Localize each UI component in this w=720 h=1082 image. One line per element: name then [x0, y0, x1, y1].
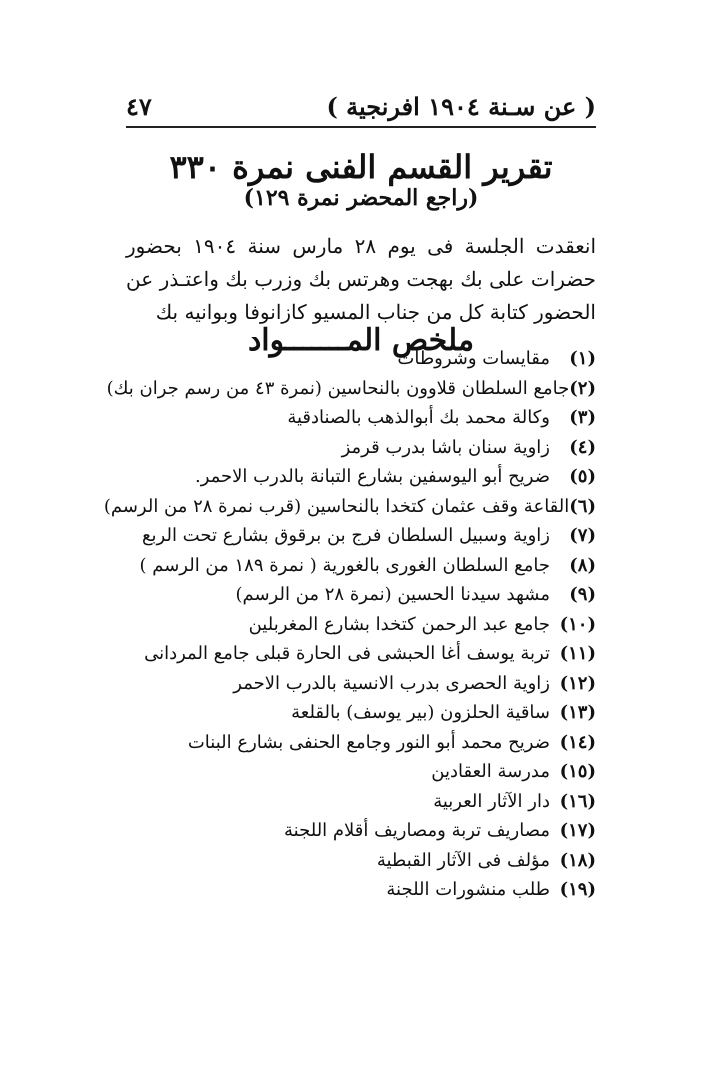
list-item	[126, 728, 596, 758]
item-text: ساقية الحلزون (بير يوسف) بالقلعة	[291, 702, 550, 724]
page-header	[126, 92, 596, 126]
item-number: (١٢)	[559, 672, 596, 694]
list-item	[103, 492, 596, 522]
item-text: طلب منشورات اللجنة	[386, 879, 550, 901]
page-number: ٤٧	[126, 92, 152, 121]
intro-text: انعقدت الجلسة فى يوم ٢٨ مارس سنة ١٩٠٤ بحضور حضرات على بك بهجت وهرتس بك وزرب بك واعتـذر عن الحضور كتابة كل من جناب المسيو كازانوفا وبوانيه بك	[126, 234, 596, 324]
list-item	[126, 669, 596, 699]
item-text: القاعة وقف عثمان كتخدا بالنحاسين (قرب نمرة ٢٨ من الرسم)	[103, 495, 570, 517]
summary-heading: ملخص المـــــــواد	[247, 323, 475, 358]
item-number: (٤)	[569, 436, 596, 458]
item-text: جامع السلطان قلاوون بالنحاسين (نمرة ٤٣ من رسم جران بك)	[106, 377, 570, 399]
item-number: (١٤)	[559, 731, 596, 753]
list-item	[126, 875, 596, 905]
item-text: وكالة محمد بك أبوالذهب بالصنادقية	[287, 407, 550, 429]
item-text: زاوية الحصرى بدرب الانسية بالدرب الاحمر	[233, 672, 550, 694]
item-number: (٧)	[569, 525, 596, 547]
report-title: تقرير القسم الفنى نمرة ٣٣٠	[169, 148, 553, 186]
item-number: (٦)	[569, 495, 596, 517]
item-number: (١)	[569, 348, 596, 370]
item-text: مشهد سيدنا الحسين (نمرة ٢٨ من الرسم)	[235, 584, 550, 606]
item-number: (٨)	[569, 554, 596, 576]
report-subtitle: (راجع المحضر نمرة ١٢٩)	[243, 185, 479, 211]
list-item	[126, 462, 596, 492]
list-item	[126, 816, 596, 846]
item-text: تربة يوسف أغا الحبشى فى الحارة قبلى جامع المردانى	[144, 643, 550, 665]
item-text: جامع عبد الرحمن كتخدا بشارع المغربلين	[248, 613, 550, 635]
list-item	[126, 551, 596, 581]
intro-paragraph	[126, 230, 596, 329]
item-text: ضريح محمد أبو النور وجامع الحنفى بشارع البنات	[187, 731, 550, 753]
running-head: ( عن سـنة ١٩٠٤ افرنجية )	[326, 92, 596, 121]
item-number: (١٠)	[559, 613, 596, 635]
list-item	[126, 521, 596, 551]
item-number: (١٧)	[559, 820, 596, 842]
list-item	[106, 374, 596, 404]
list-item	[126, 639, 596, 669]
item-number: (١٨)	[559, 849, 596, 871]
header-rule	[126, 126, 596, 128]
item-number: (٥)	[569, 466, 596, 488]
list-item	[126, 580, 596, 610]
item-number: (١٣)	[559, 702, 596, 724]
item-number: (١١)	[559, 643, 596, 665]
item-text: مصاريف تربة ومصاريف أقلام اللجنة	[284, 820, 550, 842]
item-number: (٣)	[569, 407, 596, 429]
list-item	[126, 846, 596, 876]
list-item	[126, 403, 596, 433]
item-text: ضريح أبو اليوسفين بشارع التبانة بالدرب الاحمر.	[194, 466, 550, 488]
item-number: (١٦)	[559, 790, 596, 812]
items-list	[103, 344, 596, 905]
list-item	[126, 610, 596, 640]
item-text: مؤلف فى الآثار القبطية	[376, 849, 550, 871]
item-text: دار الآثار العربية	[433, 790, 550, 812]
item-text: زاوية سنان باشا بدرب قرمز	[341, 436, 550, 458]
item-text: زاوية وسبيل السلطان فرج بن برقوق بشارع تحت الربع	[141, 525, 550, 547]
item-text: جامع السلطان الغورى بالغورية ( نمرة ١٨٩ من الرسم )	[139, 554, 550, 576]
item-text: مدرسة العقادين	[431, 761, 550, 783]
item-number: (١٥)	[559, 761, 596, 783]
item-number: (٩)	[569, 584, 596, 606]
item-number: (٢)	[569, 377, 596, 399]
list-item	[126, 787, 596, 817]
item-number: (١٩)	[559, 879, 596, 901]
list-item	[126, 344, 596, 374]
item-text: مقايسات وشروطات	[397, 348, 550, 370]
list-item	[126, 698, 596, 728]
list-item	[126, 757, 596, 787]
list-item	[126, 433, 596, 463]
